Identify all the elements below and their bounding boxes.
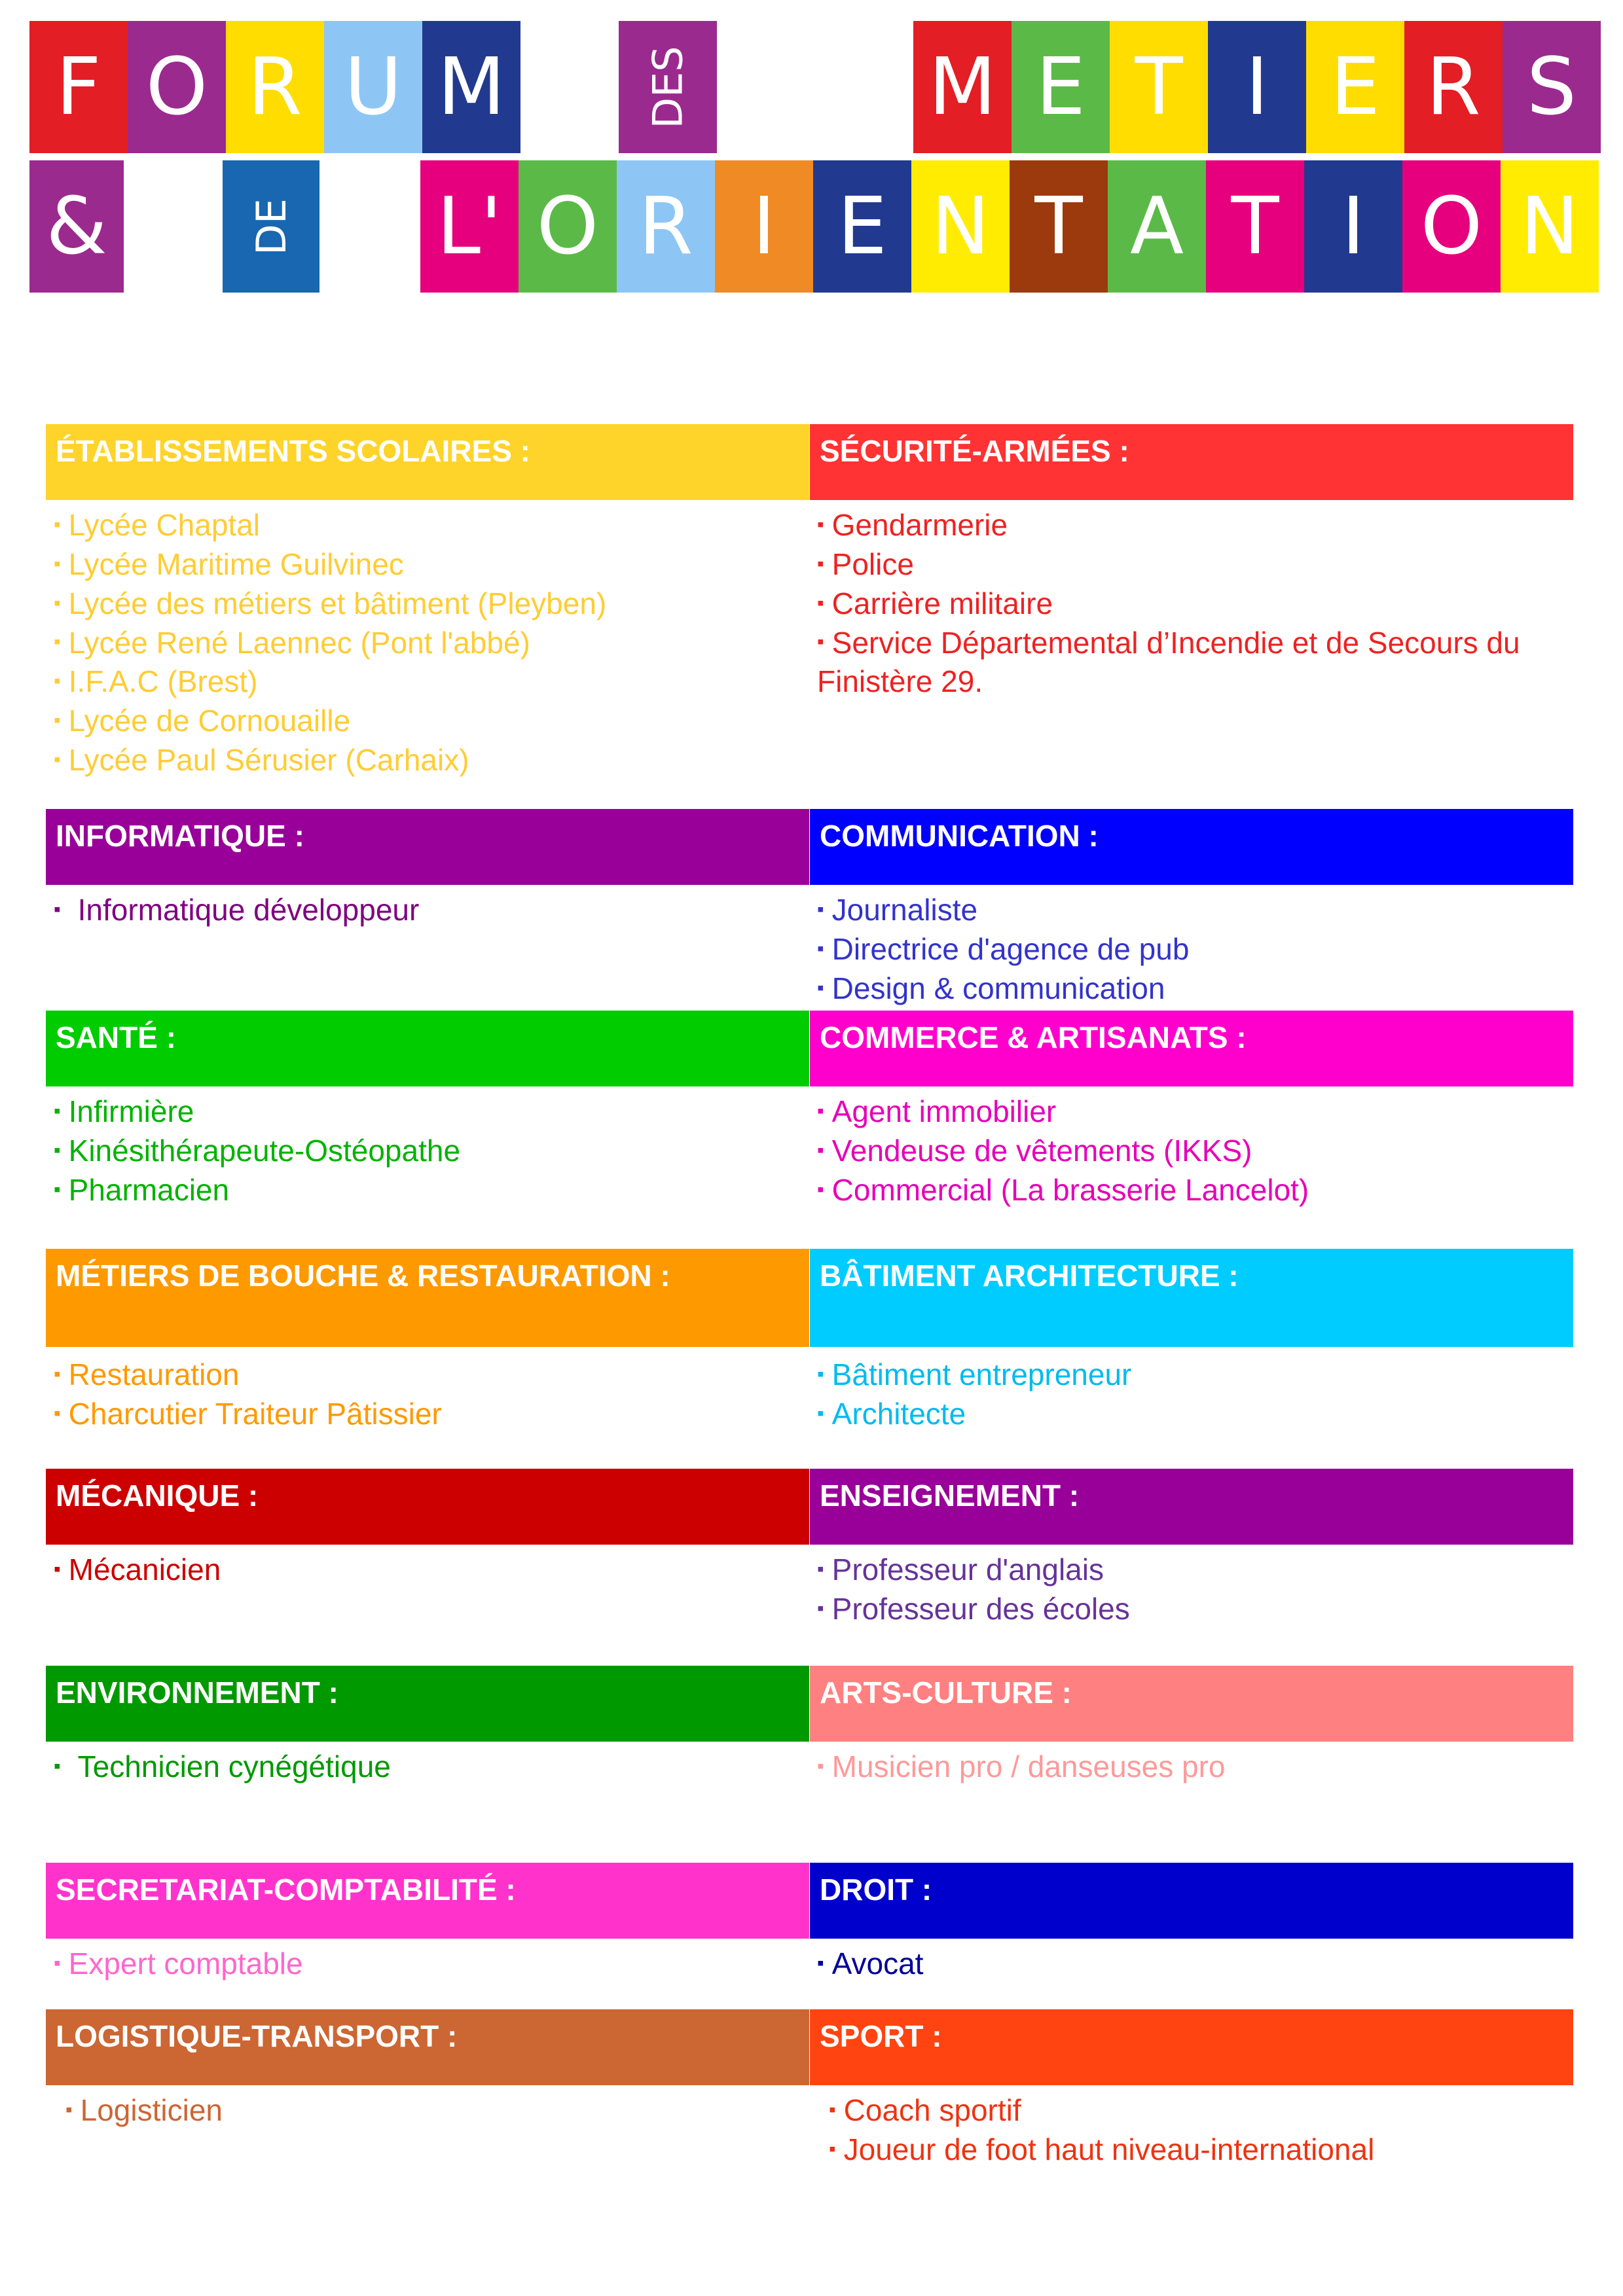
batiment-title: BÂTIMENT ARCHITECTURE :	[820, 1259, 1239, 1293]
secretariat-item-label: Expert comptable	[68, 1946, 303, 1981]
header-droit	[810, 1863, 1573, 1939]
header-environnement	[46, 1666, 809, 1742]
orientation-tile-5	[911, 160, 1010, 293]
etablissements-item	[54, 742, 606, 781]
bullet-icon: ▪	[54, 1100, 61, 1122]
forum-tile-3	[324, 21, 422, 153]
metiers-tile-2-letter: T	[1135, 41, 1183, 133]
logistique-title: LOGISTIQUE-TRANSPORT :	[56, 2019, 458, 2053]
sante-item-label: Kinésithérapeute-Ostéopathe	[68, 1133, 461, 1168]
header-arts	[810, 1666, 1573, 1742]
sante-item	[54, 1093, 460, 1132]
commerce-list	[817, 1093, 1309, 1211]
orientation-tile-2	[617, 160, 715, 293]
bullet-icon: ▪	[829, 2098, 836, 2121]
metiers-tile-2	[1110, 21, 1208, 153]
securite-item-label: Carrière militaire	[831, 586, 1053, 620]
metiers-tile-1	[1012, 21, 1110, 153]
orientation-tile-8	[1206, 160, 1304, 293]
bullet-icon: ▪	[54, 748, 61, 770]
des-tile	[619, 21, 717, 153]
row-etablissements-securite	[46, 424, 1573, 500]
orientation-tile-3	[715, 160, 813, 293]
bullet-icon: ▪	[54, 1558, 61, 1580]
etablissements-item-label: Lycée de Cornouaille	[68, 704, 351, 738]
bullet-icon: ▪	[817, 1139, 824, 1161]
etablissements-item-label: I.F.A.C (Brest)	[68, 664, 258, 699]
row-mecanique-enseignement	[46, 1469, 1573, 1545]
orientation-tile-9	[1304, 160, 1402, 293]
enseignement-list	[817, 1551, 1130, 1630]
forum-tile-2	[226, 21, 324, 153]
batiment-item-label: Architecte	[831, 1396, 966, 1431]
logistique-list	[65, 2092, 223, 2131]
orientation-tile-10-letter: O	[1420, 181, 1483, 272]
header-bouche	[46, 1249, 809, 1347]
metiers-tile-4	[1306, 21, 1404, 153]
commerce-title: COMMERCE & ARTISANATS :	[820, 1020, 1247, 1054]
bullet-icon: ▪	[829, 2138, 836, 2160]
metiers-tile-6	[1503, 21, 1601, 153]
logistique-item-label: Logisticien	[80, 2093, 223, 2127]
orientation-tile-1	[519, 160, 617, 293]
batiment-item	[817, 1395, 1131, 1435]
bullet-icon: ▪	[54, 1402, 61, 1424]
orientation-tile-0-letter: L'	[437, 181, 502, 272]
environnement-list	[54, 1748, 391, 1787]
bouche-item	[54, 1395, 442, 1435]
mecanique-item	[54, 1551, 221, 1590]
etablissements-item	[54, 507, 606, 546]
droit-list	[817, 1945, 923, 1984]
informatique-list	[54, 891, 419, 931]
communication-item	[817, 891, 1189, 931]
orientation-tile-1-letter: O	[536, 181, 599, 272]
arts-item	[817, 1748, 1226, 1787]
batiment-list	[817, 1356, 1131, 1435]
batiment-item	[817, 1356, 1131, 1395]
bullet-icon: ▪	[54, 1363, 61, 1385]
header-communication	[810, 809, 1573, 885]
sport-title: SPORT :	[820, 2019, 942, 2053]
mecanique-title: MÉCANIQUE :	[56, 1479, 259, 1513]
des-tile-letter: DES	[644, 45, 692, 129]
bullet-icon: ▪	[817, 977, 824, 999]
etablissements-item-label: Lycée Maritime Guilvinec	[68, 547, 404, 581]
commerce-item-label: Vendeuse de vêtements (IKKS)	[831, 1133, 1252, 1168]
commerce-item-label: Agent immobilier	[831, 1094, 1057, 1128]
sante-title: SANTÉ :	[56, 1020, 176, 1054]
informatique-item	[54, 891, 419, 931]
orientation-tile-11-letter: N	[1520, 181, 1579, 272]
bullet-icon: ▪	[817, 513, 824, 535]
sante-item-label: Pharmacien	[68, 1172, 230, 1207]
securite-item	[817, 507, 1537, 546]
header-batiment	[810, 1249, 1573, 1347]
bouche-list	[54, 1356, 442, 1435]
forum-tile-1	[128, 21, 226, 153]
header-enseignement	[810, 1469, 1573, 1545]
arts-list	[817, 1748, 1226, 1787]
bouche-item	[54, 1356, 442, 1395]
etablissements-title: ÉTABLISSEMENTS SCOLAIRES :	[56, 434, 530, 468]
sport-item	[829, 2092, 1374, 2131]
communication-item-label: Design & communication	[831, 971, 1165, 1005]
orientation-tile-2-letter: R	[638, 181, 693, 272]
bullet-icon: ▪	[817, 1558, 824, 1580]
bouche-item-label: Charcutier Traiteur Pâtissier	[68, 1396, 442, 1431]
etablissements-item	[54, 624, 606, 664]
forum-tile-0-letter: F	[56, 41, 101, 133]
etablissements-item	[54, 702, 606, 742]
header-logistique	[46, 2009, 809, 2085]
header-sport	[810, 2009, 1573, 2085]
bullet-icon: ▪	[54, 898, 61, 920]
de-tile-letter: DE	[247, 198, 295, 255]
enseignement-item-label: Professeur d'anglais	[831, 1552, 1104, 1587]
arts-item-label: Musicien pro / danseuses pro	[831, 1749, 1226, 1784]
de-tile	[223, 160, 319, 293]
bullet-icon: ▪	[54, 670, 61, 692]
forum-tile-4-letter: M	[437, 41, 505, 133]
etablissements-list	[54, 507, 606, 781]
etablissements-item	[54, 585, 606, 624]
row-sante-commerce	[46, 1011, 1573, 1086]
securite-list	[817, 507, 1537, 700]
communication-title: COMMUNICATION :	[820, 819, 1099, 853]
enseignement-item	[817, 1590, 1130, 1630]
orientation-tile-6	[1010, 160, 1108, 293]
secretariat-title: SECRETARIAT-COMPTABILITÉ :	[56, 1873, 516, 1907]
header-informatique	[46, 809, 809, 885]
metiers-tile-3-letter: I	[1245, 41, 1269, 133]
orientation-tile-8-letter: T	[1231, 181, 1279, 272]
droit-item	[817, 1945, 923, 1984]
metiers-tile-6-letter: S	[1526, 41, 1577, 133]
orientation-tile-9-letter: I	[1341, 181, 1365, 272]
sante-item-label: Infirmière	[68, 1094, 194, 1128]
bullet-icon: ▪	[817, 1597, 824, 1619]
environnement-item-label: Technicien cynégétique	[77, 1749, 391, 1784]
forum-tile-0	[29, 21, 128, 153]
communication-item	[817, 931, 1189, 970]
securite-item-label: Gendarmerie	[831, 508, 1008, 542]
bouche-title: MÉTIERS DE BOUCHE & RESTAURATION :	[56, 1259, 670, 1293]
droit-item-label: Avocat	[831, 1946, 924, 1981]
sport-item-label: Joueur de foot haut niveau-international	[843, 2132, 1375, 2166]
mecanique-item-label: Mécanicien	[68, 1552, 221, 1587]
etablissements-item	[54, 663, 606, 702]
bullet-icon: ▪	[817, 1178, 824, 1200]
etablissements-item-label: Lycée Paul Sérusier (Carhaix)	[68, 743, 469, 778]
header-secretariat	[46, 1863, 809, 1939]
bullet-icon: ▪	[817, 898, 824, 920]
commerce-item	[817, 1172, 1309, 1211]
row-environnement-arts	[46, 1666, 1573, 1742]
sport-list	[829, 2092, 1374, 2170]
bullet-icon: ▪	[54, 1952, 61, 1974]
header-securite	[810, 424, 1573, 500]
environnement-item	[54, 1748, 391, 1787]
etablissements-item-label: Lycée René Laennec (Pont l'abbé)	[68, 625, 530, 660]
enseignement-title: ENSEIGNEMENT :	[820, 1479, 1080, 1513]
metiers-tile-5	[1404, 21, 1503, 153]
communication-item-label: Journaliste	[831, 893, 978, 927]
orientation-tile-5-letter: N	[931, 181, 990, 272]
bullet-icon: ▪	[54, 513, 61, 535]
sport-item-label: Coach sportif	[843, 2093, 1021, 2127]
ampersand-tile	[29, 160, 124, 293]
securite-title: SÉCURITÉ-ARMÉES :	[820, 434, 1129, 468]
securite-item	[817, 546, 1537, 585]
bullet-icon: ▪	[817, 552, 824, 575]
bullet-icon: ▪	[817, 937, 824, 960]
arts-title: ARTS-CULTURE :	[820, 1676, 1072, 1710]
bullet-icon: ▪	[817, 1402, 824, 1424]
enseignement-item	[817, 1551, 1130, 1590]
metiers-tile-0-letter: M	[928, 41, 996, 133]
securite-item	[817, 624, 1537, 700]
header-sante	[46, 1011, 809, 1086]
securite-item-label: Service Départemental d’Incendie et de Secours du Finistère 29.	[817, 625, 1520, 699]
orientation-tile-3-letter: I	[752, 181, 776, 272]
header-etablissements	[46, 424, 809, 500]
securite-item	[817, 585, 1537, 624]
orientation-tile-7	[1108, 160, 1206, 293]
forum-tile-4	[422, 21, 520, 153]
metiers-tile-3	[1208, 21, 1306, 153]
orientation-tile-11	[1501, 160, 1599, 293]
bullet-icon: ▪	[817, 1952, 824, 1974]
commerce-item	[817, 1132, 1309, 1172]
etablissements-item	[54, 546, 606, 585]
row-informatique-communication	[46, 809, 1573, 885]
enseignement-item-label: Professeur des écoles	[831, 1591, 1130, 1626]
forum-tile-2-letter: R	[247, 41, 302, 133]
orientation-tile-4-letter: E	[837, 181, 887, 272]
bullet-icon: ▪	[65, 2098, 73, 2121]
secretariat-item	[54, 1945, 303, 1984]
etablissements-item-label: Lycée des métiers et bâtiment (Pleyben)	[68, 586, 607, 620]
sante-item	[54, 1132, 460, 1172]
environnement-title: ENVIRONNEMENT :	[56, 1676, 338, 1710]
bullet-icon: ▪	[817, 1755, 824, 1777]
orientation-tile-4	[813, 160, 911, 293]
bullet-icon: ▪	[54, 1755, 61, 1777]
bullet-icon: ▪	[817, 1100, 824, 1122]
bullet-icon: ▪	[54, 592, 61, 614]
sante-item	[54, 1172, 460, 1211]
informatique-title: INFORMATIQUE :	[56, 819, 304, 853]
metiers-tile-4-letter: E	[1330, 41, 1380, 133]
sport-item	[829, 2131, 1374, 2170]
metiers-tile-5-letter: R	[1426, 41, 1481, 133]
logistique-item	[65, 2092, 223, 2131]
metiers-tile-1-letter: E	[1036, 41, 1085, 133]
batiment-item-label: Bâtiment entrepreneur	[831, 1357, 1132, 1391]
orientation-tile-7-letter: A	[1129, 181, 1184, 272]
bullet-icon: ▪	[54, 631, 61, 653]
sante-list	[54, 1093, 460, 1211]
commerce-item	[817, 1093, 1309, 1132]
bullet-icon: ▪	[54, 1178, 61, 1200]
orientation-tile-0	[420, 160, 519, 293]
row-secretariat-droit	[46, 1863, 1573, 1939]
bullet-icon: ▪	[54, 552, 61, 575]
header-mecanique	[46, 1469, 809, 1545]
orientation-tile-10	[1402, 160, 1501, 293]
metiers-tile-0	[913, 21, 1012, 153]
secretariat-list	[54, 1945, 303, 1984]
bullet-icon: ▪	[817, 631, 824, 653]
communication-list	[817, 891, 1189, 1009]
orientation-tile-6-letter: T	[1034, 181, 1083, 272]
row-logistique-sport	[46, 2009, 1573, 2085]
bullet-icon: ▪	[817, 1363, 824, 1385]
commerce-item-label: Commercial (La brasserie Lancelot)	[831, 1172, 1309, 1207]
bullet-icon: ▪	[54, 709, 61, 732]
droit-title: DROIT :	[820, 1873, 932, 1907]
communication-item-label: Directrice d'agence de pub	[831, 931, 1190, 966]
ampersand-tile-letter: &	[46, 181, 107, 272]
forum-tile-1-letter: O	[145, 41, 208, 133]
forum-tile-3-letter: U	[344, 41, 402, 133]
bullet-icon: ▪	[54, 1139, 61, 1161]
bouche-item-label: Restauration	[68, 1357, 240, 1391]
securite-item-label: Police	[831, 547, 914, 581]
row-bouche-batiment	[46, 1249, 1573, 1347]
bullet-icon: ▪	[817, 592, 824, 614]
header-commerce	[810, 1011, 1573, 1086]
mecanique-list	[54, 1551, 221, 1590]
informatique-item-label: Informatique développeur	[77, 893, 420, 927]
communication-item	[817, 970, 1189, 1009]
etablissements-item-label: Lycée Chaptal	[68, 508, 261, 542]
